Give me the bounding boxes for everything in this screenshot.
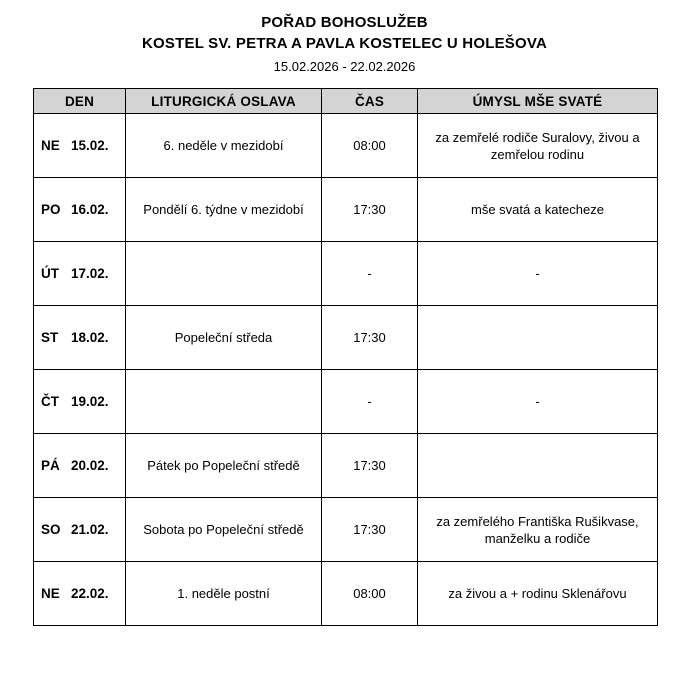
- day-date: 17.02.: [71, 266, 109, 281]
- table-row: [34, 370, 658, 434]
- day-date: 19.02.: [71, 394, 109, 409]
- intention-cell: za zemřelého Františka Rušikvase, manželku a rodiče: [418, 498, 658, 562]
- time-cell: 17:30: [322, 306, 418, 370]
- time-cell: -: [322, 370, 418, 434]
- time-cell: 17:30: [322, 434, 418, 498]
- table-header-row: [34, 89, 658, 114]
- column-header-celebration: LITURGICKÁ OSLAVA: [126, 89, 322, 114]
- day-of-week: ÚT: [41, 266, 59, 281]
- day-cell: [34, 178, 126, 242]
- time-cell: -: [322, 242, 418, 306]
- schedule-table-body: [34, 114, 658, 626]
- celebration-cell: Pondělí 6. týdne v mezidobí: [126, 178, 322, 242]
- day-date: 20.02.: [71, 458, 109, 473]
- date-range: 15.02.2026 - 22.02.2026: [273, 59, 416, 74]
- table-row: [34, 114, 658, 178]
- intention-cell: mše svatá a katecheze: [418, 178, 658, 242]
- day-of-week: ST: [41, 330, 59, 345]
- day-cell: [34, 434, 126, 498]
- day-of-week: NE: [41, 586, 60, 601]
- time-cell: 17:30: [322, 498, 418, 562]
- intention-cell: [418, 434, 658, 498]
- time-cell: 08:00: [322, 114, 418, 178]
- day-cell: [34, 562, 126, 626]
- intention-cell: za živou a + rodinu Sklenářovu: [418, 562, 658, 626]
- day-of-week: PO: [41, 202, 61, 217]
- table-row: [34, 306, 658, 370]
- column-header-time: ČAS: [322, 89, 418, 114]
- document-header: [0, 0, 689, 78]
- celebration-cell: 6. neděle v mezidobí: [126, 114, 322, 178]
- day-of-week: NE: [41, 138, 60, 153]
- church-name: KOSTEL SV. PETRA A PAVLA KOSTELEC U HOLEŠOVA: [142, 35, 547, 52]
- day-cell: [34, 370, 126, 434]
- celebration-cell: 1. neděle postní: [126, 562, 322, 626]
- day-cell: [34, 306, 126, 370]
- day-date: 15.02.: [71, 138, 109, 153]
- celebration-cell: Popeleční středa: [126, 306, 322, 370]
- document-title: POŘAD BOHOSLUŽEB: [261, 14, 428, 31]
- schedule-table: [33, 88, 658, 626]
- day-date: 18.02.: [71, 330, 109, 345]
- table-row: [34, 562, 658, 626]
- column-header-day: DEN: [34, 89, 126, 114]
- celebration-cell: Sobota po Popeleční středě: [126, 498, 322, 562]
- column-header-intention: ÚMYSL MŠE SVATÉ: [418, 89, 658, 114]
- day-of-week: SO: [41, 522, 61, 537]
- day-of-week: PÁ: [41, 458, 60, 473]
- table-row: [34, 434, 658, 498]
- time-cell: 17:30: [322, 178, 418, 242]
- intention-cell: za zemřelé rodiče Suralovy, živou a zemřelou rodinu: [418, 114, 658, 178]
- intention-cell: [418, 306, 658, 370]
- day-date: 21.02.: [71, 522, 109, 537]
- table-row: [34, 178, 658, 242]
- day-date: 22.02.: [71, 586, 109, 601]
- celebration-cell: [126, 242, 322, 306]
- intention-cell: -: [418, 370, 658, 434]
- day-cell: [34, 498, 126, 562]
- day-cell: [34, 242, 126, 306]
- celebration-cell: Pátek po Popeleční středě: [126, 434, 322, 498]
- time-cell: 08:00: [322, 562, 418, 626]
- day-of-week: ČT: [41, 394, 59, 409]
- celebration-cell: [126, 370, 322, 434]
- table-row: [34, 498, 658, 562]
- day-cell: [34, 114, 126, 178]
- intention-cell: -: [418, 242, 658, 306]
- table-row: [34, 242, 658, 306]
- day-date: 16.02.: [71, 202, 109, 217]
- schedule-table-wrap: [33, 88, 657, 626]
